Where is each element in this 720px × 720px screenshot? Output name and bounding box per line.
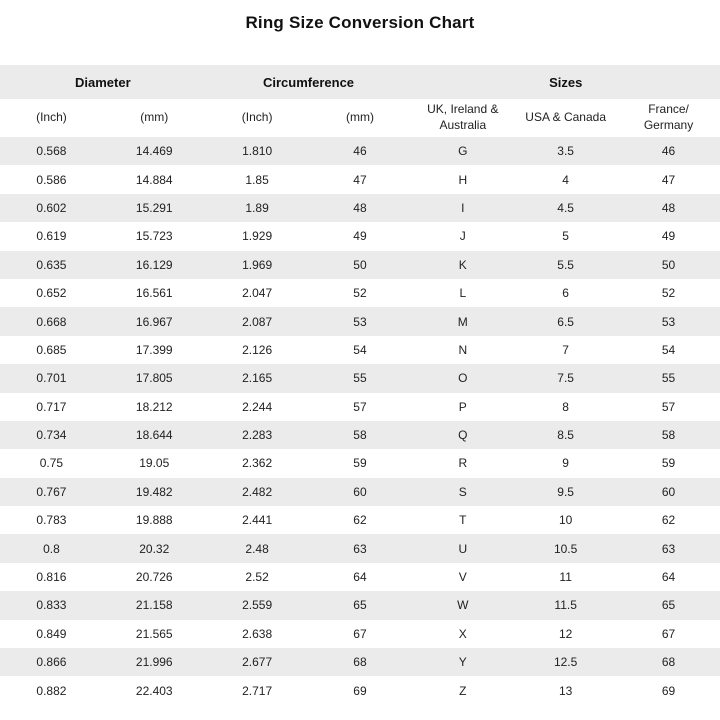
table-cell: 0.849 xyxy=(36,626,67,641)
table-row xyxy=(0,563,720,591)
table-cell: 1.89 xyxy=(245,200,269,215)
table-row xyxy=(0,676,720,704)
table-cell: 50 xyxy=(661,257,676,272)
table-cell: 18.212 xyxy=(135,399,173,414)
table-cell: 54 xyxy=(661,342,676,357)
table-cell: 67 xyxy=(353,626,367,641)
table-cell: 0.602 xyxy=(36,200,67,215)
table-cell: 64 xyxy=(661,570,676,585)
table-cell: 2.362 xyxy=(242,456,273,471)
table-cell: 21.565 xyxy=(135,626,173,641)
table-cell: 0.619 xyxy=(36,229,67,244)
table-cell: 50 xyxy=(353,257,367,272)
table-row xyxy=(0,364,720,392)
table-cell: 58 xyxy=(661,428,676,443)
table-row xyxy=(0,478,720,506)
table-cell: 55 xyxy=(661,371,676,386)
table-cell: 14.469 xyxy=(135,144,173,159)
table-cell: W xyxy=(457,598,469,613)
table-cell: 47 xyxy=(353,172,367,187)
group-header-sizes: Sizes xyxy=(549,74,583,90)
table-cell: 60 xyxy=(353,484,367,499)
table-cell: 16.129 xyxy=(135,257,173,272)
table-row xyxy=(0,336,720,364)
table-cell: 21.996 xyxy=(135,655,173,670)
table-cell: 0.635 xyxy=(36,257,67,272)
table-cell: 20.726 xyxy=(135,570,173,585)
table-cell: 19.05 xyxy=(139,456,170,471)
table-cell: 0.833 xyxy=(36,598,67,613)
table-cell: 0.734 xyxy=(36,428,67,443)
table-cell: 21.158 xyxy=(135,598,173,613)
table-row xyxy=(0,194,720,222)
table-cell: 12.5 xyxy=(553,655,578,670)
table-cell: 8.5 xyxy=(557,428,574,443)
table-cell: 0.783 xyxy=(36,513,67,528)
table-cell: 68 xyxy=(661,655,676,670)
table-cell: 0.75 xyxy=(39,456,64,471)
table-cell: 1.85 xyxy=(245,172,269,187)
table-cell: 6.5 xyxy=(557,314,574,329)
table-cell: 12 xyxy=(558,626,573,641)
column-header-usa-canada: USA & Canada xyxy=(525,110,606,125)
table-header xyxy=(0,65,720,137)
table-cell: 19.888 xyxy=(135,513,173,528)
table-cell: 17.805 xyxy=(135,371,173,386)
column-header-france-germany: France/ Germany xyxy=(643,102,694,132)
table-cell: 9 xyxy=(562,456,569,471)
table-cell: Y xyxy=(458,655,467,670)
table-cell: 65 xyxy=(661,598,676,613)
table-row xyxy=(0,165,720,193)
page-title: Ring Size Conversion Chart xyxy=(245,13,475,32)
table-cell: 59 xyxy=(661,456,676,471)
column-header-diameter-mm: (mm) xyxy=(140,110,169,125)
table-cell: 1.969 xyxy=(242,257,273,272)
table-cell: 60 xyxy=(661,484,676,499)
table-cell: 2.283 xyxy=(242,428,273,443)
table-cell: 68 xyxy=(353,655,367,670)
table-cell: 15.723 xyxy=(135,229,173,244)
table-cell: 62 xyxy=(661,513,676,528)
table-cell: 13 xyxy=(558,683,573,698)
table-cell: 22.403 xyxy=(135,683,173,698)
table-row xyxy=(0,620,720,648)
table-cell: 0.866 xyxy=(36,655,67,670)
table-cell: 9.5 xyxy=(557,484,574,499)
table-cell: 0.717 xyxy=(36,399,67,414)
table-row xyxy=(0,449,720,477)
table-row xyxy=(0,534,720,562)
table-cell: 16.561 xyxy=(135,286,173,301)
table-cell: 52 xyxy=(661,286,676,301)
table-cell: 3.5 xyxy=(557,144,574,159)
table-cell: 2.717 xyxy=(242,683,273,698)
table-row xyxy=(0,279,720,307)
table-cell: 69 xyxy=(661,683,676,698)
table-cell: 2.441 xyxy=(242,513,273,528)
table-cell: 64 xyxy=(353,570,367,585)
column-header-circumference-inch: (Inch) xyxy=(241,110,273,125)
table-row xyxy=(0,137,720,165)
table-cell: X xyxy=(458,626,467,641)
table-cell: 11 xyxy=(559,570,572,585)
table-cell: Z xyxy=(459,683,467,698)
table-cell: 53 xyxy=(353,314,367,329)
table-row xyxy=(0,251,720,279)
table-cell: G xyxy=(458,144,468,159)
table-cell: H xyxy=(458,172,468,187)
table-cell: 2.559 xyxy=(242,598,273,613)
table-cell: 1.810 xyxy=(242,144,273,159)
table-cell: 0.816 xyxy=(36,570,67,585)
table-cell: V xyxy=(458,570,467,585)
table-cell: J xyxy=(459,229,466,244)
table-cell: 5 xyxy=(562,229,569,244)
table-cell: 65 xyxy=(353,598,367,613)
table-row xyxy=(0,506,720,534)
table-cell: 6 xyxy=(562,286,569,301)
table-cell: 16.967 xyxy=(135,314,173,329)
table-cell: 2.165 xyxy=(242,371,273,386)
table-cell: 46 xyxy=(661,144,676,159)
table-cell: 2.047 xyxy=(242,286,273,301)
table-cell: 2.48 xyxy=(245,541,269,556)
table-cell: 2.677 xyxy=(242,655,273,670)
group-header-circumference: Circumference xyxy=(263,74,355,90)
table-cell: 1.929 xyxy=(242,229,273,244)
table-cell: 18.644 xyxy=(135,428,173,443)
table-cell: 0.568 xyxy=(36,144,67,159)
table-cell: 14.884 xyxy=(135,172,173,187)
table-cell: 48 xyxy=(661,200,676,215)
table-cell: 7.5 xyxy=(557,371,574,386)
table-cell: 63 xyxy=(661,541,676,556)
table-cell: 10.5 xyxy=(553,541,578,556)
table-cell: 0.882 xyxy=(36,683,67,698)
table-cell: 47 xyxy=(661,172,676,187)
table-cell: U xyxy=(458,541,468,556)
table-cell: L xyxy=(459,286,467,301)
table-cell: 11.5 xyxy=(554,598,577,613)
group-header-diameter: Diameter xyxy=(75,74,131,90)
column-header-row xyxy=(0,99,720,137)
table-cell: O xyxy=(458,371,468,386)
ring-size-conversion-table xyxy=(0,65,720,705)
table-cell: 0.668 xyxy=(36,314,67,329)
table-cell: 48 xyxy=(353,200,367,215)
table-cell: P xyxy=(458,399,467,414)
table-body xyxy=(0,137,720,705)
table-cell: 58 xyxy=(353,428,367,443)
table-cell: 0.652 xyxy=(36,286,67,301)
table-row xyxy=(0,393,720,421)
table-cell: 2.126 xyxy=(242,342,273,357)
table-cell: 2.244 xyxy=(242,399,273,414)
table-cell: 0.701 xyxy=(36,371,67,386)
table-cell: 67 xyxy=(661,626,676,641)
group-header-row xyxy=(0,65,720,99)
table-cell: 0.586 xyxy=(36,172,67,187)
table-cell: 0.767 xyxy=(36,484,67,499)
table-cell: 0.8 xyxy=(43,541,60,556)
table-cell: Q xyxy=(458,428,468,443)
table-cell: 57 xyxy=(353,399,367,414)
table-cell: 17.399 xyxy=(135,342,173,357)
table-cell: N xyxy=(458,342,468,357)
table-cell: 46 xyxy=(353,144,367,159)
table-cell: R xyxy=(458,456,468,471)
table-cell: 54 xyxy=(353,342,367,357)
table-cell: S xyxy=(458,484,467,499)
column-header-uk-ireland-australia: UK, Ireland & Australia xyxy=(427,102,499,132)
table-cell: 59 xyxy=(353,456,367,471)
table-row xyxy=(0,421,720,449)
table-cell: 57 xyxy=(661,399,676,414)
table-cell: 2.638 xyxy=(242,626,273,641)
table-cell: M xyxy=(457,314,468,329)
table-cell: 2.482 xyxy=(242,484,273,499)
table-cell: 55 xyxy=(353,371,367,386)
table-cell: 19.482 xyxy=(135,484,173,499)
table-cell: 49 xyxy=(353,229,367,244)
table-row xyxy=(0,648,720,676)
table-cell: 0.685 xyxy=(36,342,67,357)
table-cell: 2.52 xyxy=(245,570,269,585)
table-cell: 5.5 xyxy=(557,257,574,272)
table-row xyxy=(0,591,720,619)
table-cell: 63 xyxy=(353,541,367,556)
table-row xyxy=(0,307,720,335)
table-cell: 8 xyxy=(562,399,569,414)
table-cell: I xyxy=(461,200,465,215)
table-cell: 62 xyxy=(353,513,367,528)
table-cell: 52 xyxy=(353,286,367,301)
table-cell: 2.087 xyxy=(242,314,273,329)
table-cell: 15.291 xyxy=(135,200,173,215)
table-cell: K xyxy=(458,257,467,272)
column-header-circumference-mm: (mm) xyxy=(345,110,374,125)
table-cell: 69 xyxy=(353,683,367,698)
table-cell: 10 xyxy=(558,513,573,528)
table-cell: 20.32 xyxy=(139,541,170,556)
column-header-diameter-inch: (Inch) xyxy=(36,110,67,125)
table-cell: T xyxy=(459,513,467,528)
table-cell: 4 xyxy=(562,172,569,187)
table-cell: 49 xyxy=(661,229,676,244)
table-cell: 7 xyxy=(562,342,569,357)
table-cell: 4.5 xyxy=(557,200,574,215)
table-row xyxy=(0,222,720,250)
table-cell: 53 xyxy=(661,314,676,329)
